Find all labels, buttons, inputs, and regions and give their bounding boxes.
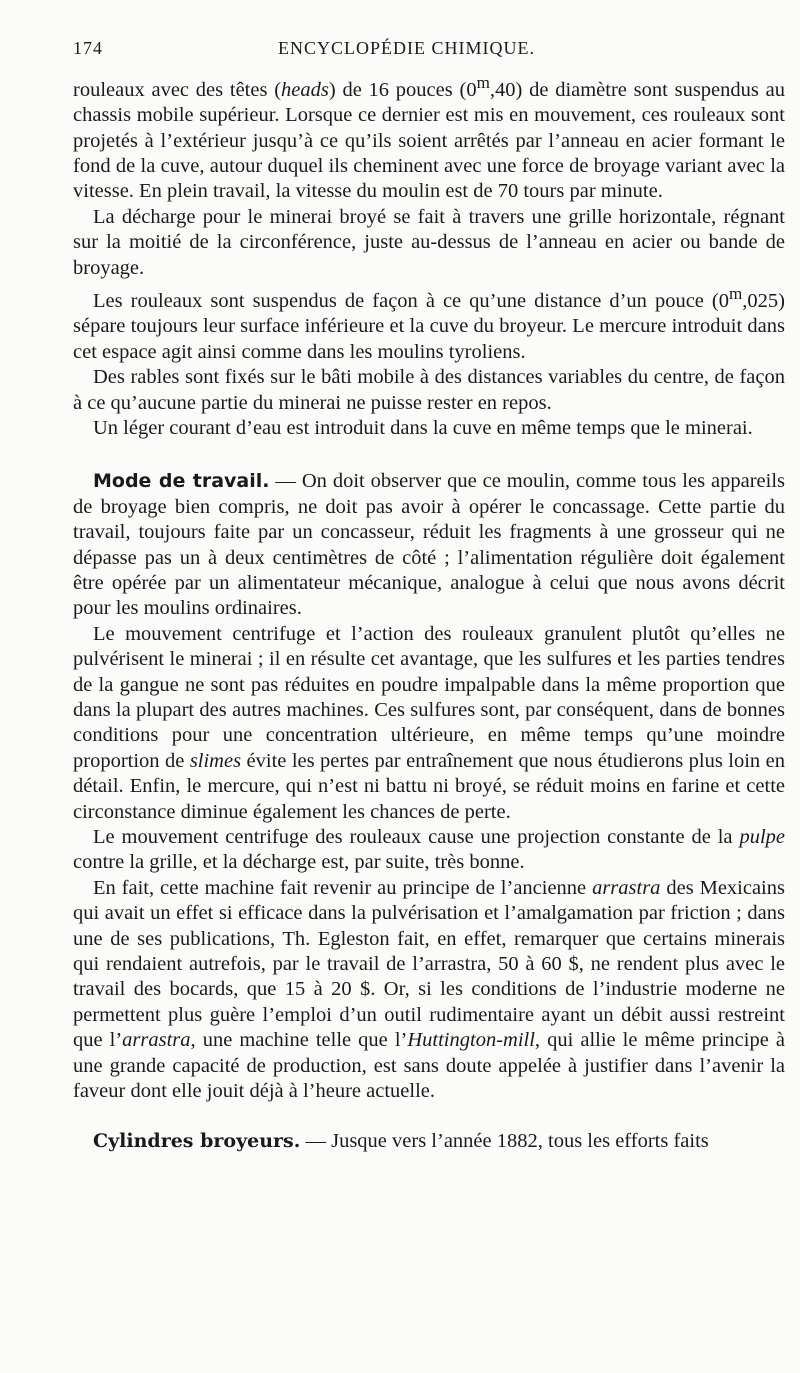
text-run: ,40) de diamètre sont suspendus au chassis mobile supérieur. Lorsque ce dernier est mis en mouvement, ces rouleaux sont projetés à l’extérieur jusqu’à ce qu’ils soient arrêtés par l’anneau en acier formant le fond de la cuve, autour duquel ils cheminent avec une force de broyage variant avec la vitesse. En plein travail, la vitesse du moulin est de 70 tours par minute. [73, 78, 785, 203]
paragraph-rouleaux-suspendus [73, 281, 785, 365]
paragraph-cylindres-broyeurs [73, 1129, 785, 1154]
running-title: ENCYCLOPÉDIE CHIMIQUE. [278, 38, 535, 58]
paragraph-arrastra [73, 876, 785, 1105]
text-run: — On doit observer que ce moulin, comme tous les appareils de broyage bien compris, ne doit pas avoir à opérer le concassage. Cette partie du travail, toujours faite par un concasseur, réduit les fragments à une grosseur qui ne dépasse pas un à deux centimètres de côté ; l’alimentation régulière doit également être opérée par un alimentateur mécanique, analogue à celui que nous avons décrit pour les moulins ordinaires. [73, 470, 786, 620]
unit-superscript: m [476, 73, 490, 92]
text-run: En fait, cette machine fait revenir au principe de l’ancienne [93, 876, 593, 899]
text-run: Le mouvement centrifuge des rouleaux cause une projection constante de la [93, 826, 740, 849]
paragraph-rouleaux-heads [73, 70, 785, 205]
italic-term: arrastra [122, 1029, 191, 1052]
section-spacer [73, 441, 785, 469]
italic-term: slimes [189, 749, 242, 772]
body-text [73, 70, 785, 1154]
paragraph-projection-pulpe [73, 825, 785, 876]
text-run: — Jusque vers l’année 1882, tous les efforts faits [300, 1129, 709, 1152]
text-run: , une machine telle que l’ [190, 1029, 408, 1052]
section-spacer [73, 1105, 785, 1129]
text-run: contre la grille, et la décharge est, par suite, très bonne. [73, 851, 525, 874]
text-run: des Mexicains qui avait un effet si efficace dans la pulvérisation et l’amalgamation par friction ; dans une de ses publications, Th. Egleston fait, en effet, remarquer que certains minerais qui rendaient autrefois, par le travail de l’arrastra, 50 à 60 $, ne rendent plus avec le travail des bocards, que 15 à 20 $. Or, si les conditions de l’industrie moderne ne permettent plus guère l’emploi d’un outil rudimentaire ayant un débit aussi restreint que l’ [73, 876, 785, 1052]
paragraph-mode-de-travail [73, 469, 785, 621]
italic-term: Huttington-mill [407, 1029, 535, 1052]
unit-superscript: m [729, 284, 743, 304]
italic-term: pulpe [739, 826, 785, 849]
section-heading-mode-de-travail: Mode de travail. [93, 470, 270, 493]
text-run: , qui allie le même principe à une grande capacité de production, est sans doute appelée à justifier dans l’avenir la faveur dont elle jouit déjà à l’heure actuelle. [73, 1029, 785, 1103]
paragraph-rables: Des rables sont fixés sur le bâti mobile à des distances variables du centre, de façon à ce qu’aucune partie du minerai ne puisse rester en repos. [73, 366, 785, 414]
paragraph-mouvement-centrifuge [73, 622, 785, 825]
paragraph-decharge: La décharge pour le minerai broyé se fait à travers une grille horizontale, régnant sur la moitié de la circonférence, juste au-dessus de l’anneau en acier ou bande de broyage. [73, 205, 785, 279]
text-run: Le mouvement centrifuge et l’action des rouleaux granulent plutôt qu’elles ne pulvérisent le minerai ; il en résulte cet avantage, que les sulfures et les parties tendres de la gangue ne sont pas réduites en poudre impalpable dans la même proportion que dans la plupart des autres machines. Ces sulfures sont, par conséquent, dans de bonnes conditions pour une concentration ultérieure, en même temps qu’une moindre proportion de [73, 622, 785, 772]
paragraph-courant-eau: Un léger courant d’eau est introduit dans la cuve en même temps que le minerai. [93, 416, 753, 439]
text-run: ) de 16 pouces (0 [328, 78, 477, 101]
italic-term: arrastra [592, 876, 661, 899]
italic-term: heads [281, 78, 329, 101]
text-run: ,025) sépare toujours leur surface inférieure et la cuve du broyeur. Le mercure introduit dans cet espace agit ainsi comme dans les moulins tyroliens. [73, 289, 785, 363]
text-run: Les rouleaux sont suspendus de façon à ce qu’une distance d’un pouce (0 [93, 289, 729, 312]
page-number: 174 [73, 38, 103, 58]
text-run: évite les pertes par entraînement que nous étudierons plus loin en détail. Enfin, le mercure, qui n’est ni battu ni broyé, se réduit moins en farine et cette circonstance diminue également les chances de perte. [73, 749, 785, 823]
running-head [73, 38, 780, 64]
text-run: rouleaux avec des têtes ( [73, 78, 282, 101]
section-heading-cylindres-broyeurs: Cylindres broyeurs. [93, 1129, 301, 1152]
